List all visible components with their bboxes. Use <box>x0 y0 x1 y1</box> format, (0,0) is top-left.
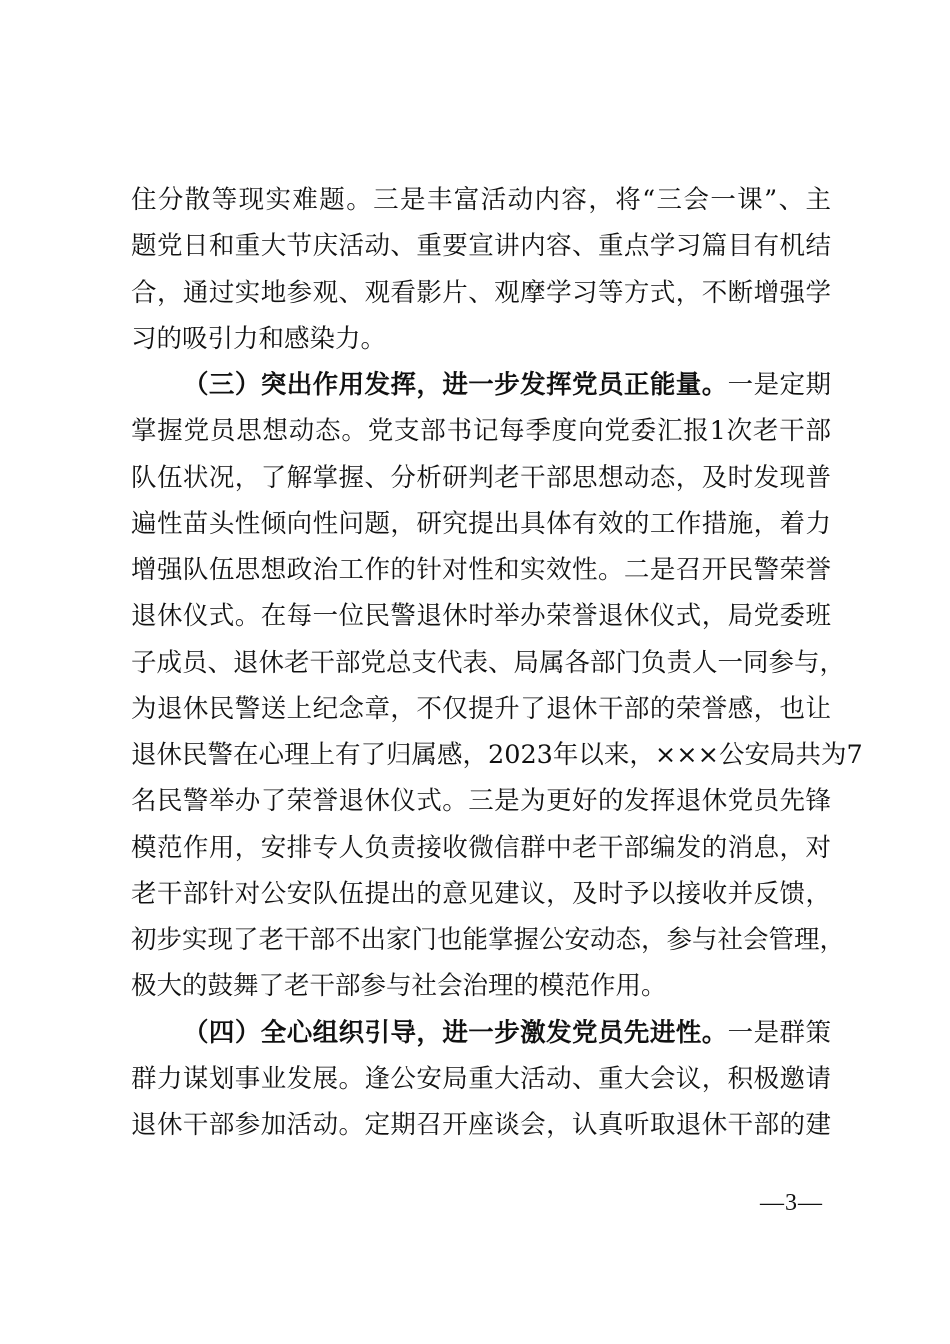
line-text: 子成员、退休老干部党总支代表、局属各部门负责人一同参与， <box>131 647 846 678</box>
section-heading-line <box>183 365 831 405</box>
text-line <box>131 735 863 775</box>
line-text: 退休仪式。在每一位民警退休时举办荣誉退休仪式，局党委班 <box>131 601 831 632</box>
line-text: 群力谋划事业发展。逢公安局重大活动、重大会议，积极邀请 <box>131 1063 831 1094</box>
line-text: 题党日和重大节庆活动、重要宣讲内容、重点学习篇目有机结 <box>131 231 831 262</box>
line-text: 遍性苗头性倾向性问题，研究提出具体有效的工作措施，着力 <box>131 508 831 539</box>
text-line <box>131 319 831 359</box>
line-text: 退休民警在心理上有了归属感，2023年以来，×××公安局共为7 <box>131 740 863 770</box>
line-text: 一是群策 <box>727 1017 831 1048</box>
line-text: 初步实现了老干部不出家门也能掌握公安动态，参与社会管理， <box>131 925 846 955</box>
line-text: 名民警举办了荣誉退休仪式。三是为更好的发挥退休党员先锋 <box>131 786 831 817</box>
line-text: 住分散等现实难题。三是丰富活动内容，将“三会一课”、主 <box>131 185 831 215</box>
text-line <box>131 411 831 451</box>
line-text: 退休干部参加活动。定期召开座谈会，认真听取退休干部的建 <box>131 1110 831 1140</box>
line-text: 极大的鼓舞了老干部参与社会治理的模范作用。 <box>131 971 667 1002</box>
line-text: 一是定期 <box>727 370 831 400</box>
text-line <box>131 920 846 960</box>
text-line <box>131 504 831 544</box>
text-line <box>131 226 831 266</box>
page-number: —3— <box>760 1190 823 1216</box>
text-line <box>131 1105 831 1145</box>
line-text: 队伍状况，了解掌握、分析研判老干部思想动态，及时发现普 <box>131 462 831 493</box>
text-line <box>131 828 831 868</box>
line-text: 合，通过实地参观、观看影片、观摩学习等方式，不断增强学 <box>131 277 831 308</box>
line-text: 掌握党员思想动态。党支部书记每季度向党委汇报1次老干部 <box>131 416 831 447</box>
text-line <box>131 1059 831 1099</box>
line-text: 习的吸引力和感染力。 <box>131 323 387 354</box>
line-text: 老干部针对公安队伍提出的意见建议，及时予以接收并反馈， <box>131 878 831 909</box>
text-line <box>131 966 831 1006</box>
text-line <box>131 458 831 498</box>
line-text: 模范作用，安排专人负责接收微信群中老干部编发的消息，对 <box>131 832 831 863</box>
section-heading-line <box>183 1013 831 1053</box>
text-line <box>131 643 846 683</box>
text-line <box>131 689 831 729</box>
text-line <box>131 180 831 220</box>
section-heading: （四）全心组织引导，进一步激发党员先进性。 <box>183 1017 728 1048</box>
line-text: 为退休民警送上纪念章，不仅提升了退休干部的荣誉感，也让 <box>131 693 831 724</box>
text-line <box>131 874 831 914</box>
text-line <box>131 596 831 636</box>
text-line <box>131 273 831 313</box>
text-line <box>131 781 831 821</box>
section-heading: （三）突出作用发挥，进一步发挥党员正能量。 <box>183 370 728 400</box>
text-line <box>131 550 831 590</box>
line-text: 增强队伍思想政治工作的针对性和实效性。二是召开民警荣誉 <box>131 555 831 585</box>
